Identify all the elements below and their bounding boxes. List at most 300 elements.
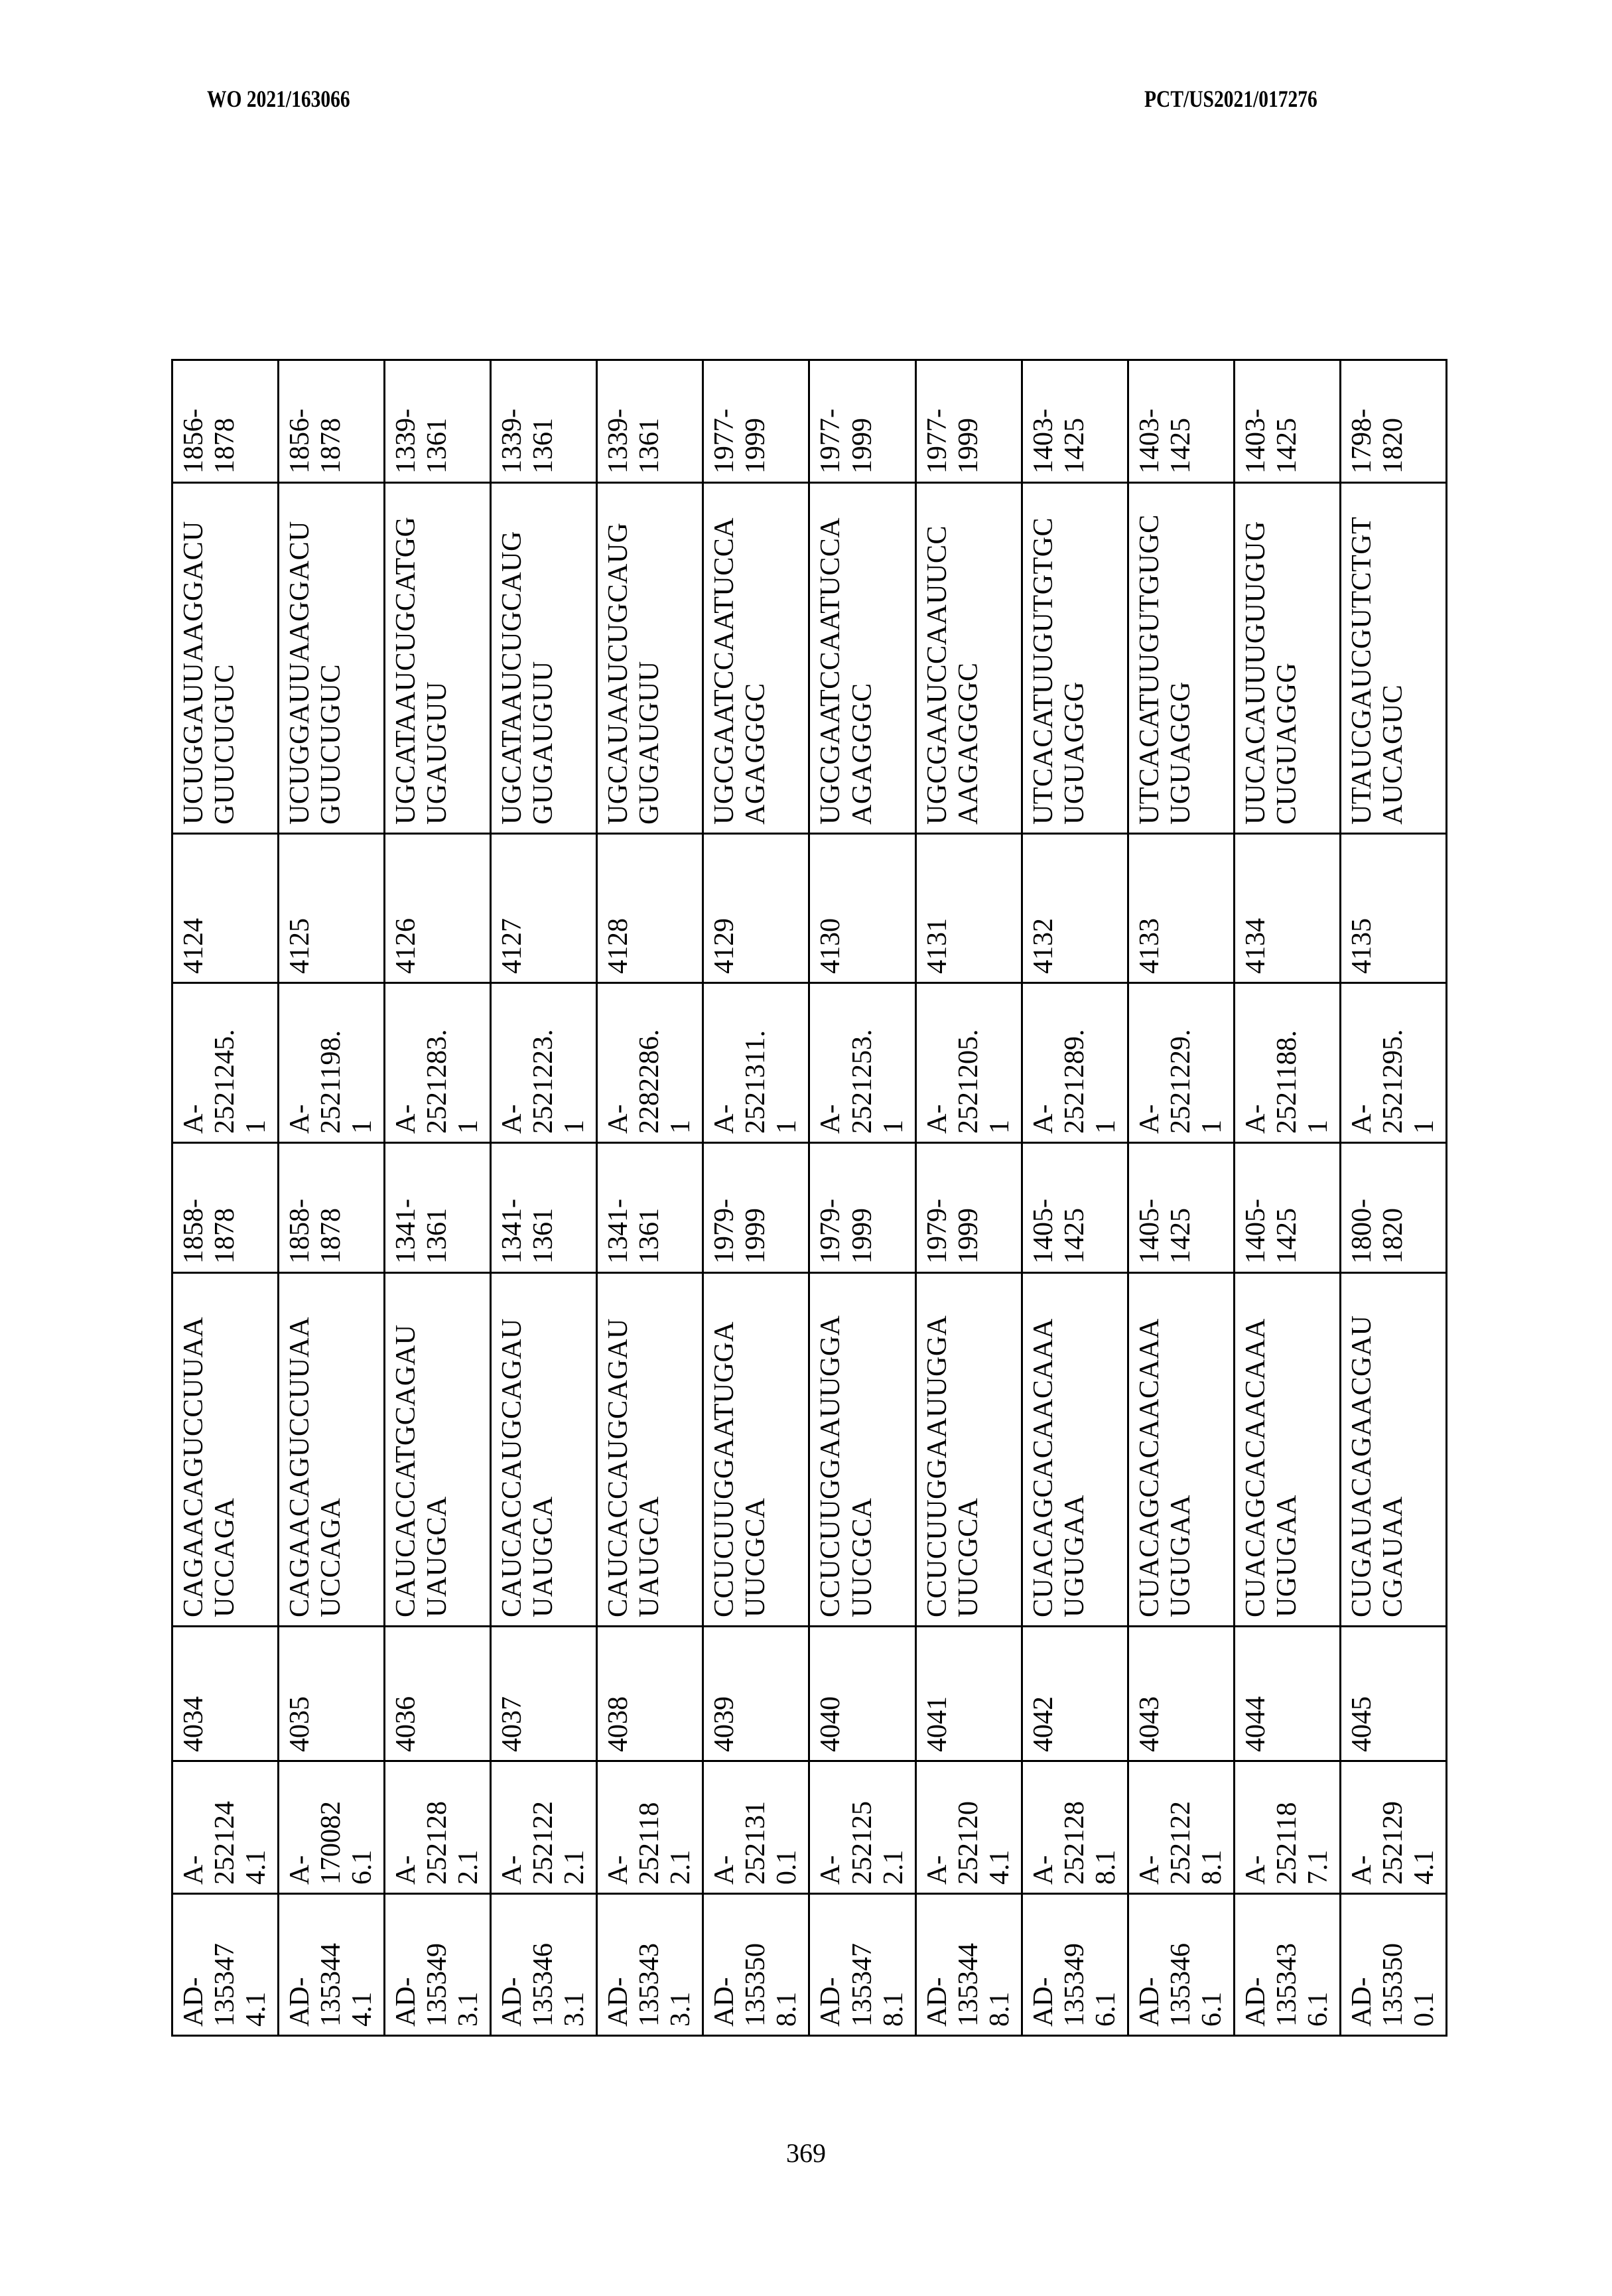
sense-seq-id-cell [1128,1627,1234,1761]
sense-sequence-cell [915,1273,1022,1627]
sense-oligo-id-line: A- [1346,1855,1377,1885]
duplex-id-line: 4.1 [241,1992,272,2027]
antisense-sequence-line: UGCAUAAUCUGCAUG [603,522,634,825]
antisense-sequence-cell [385,483,491,834]
sense-oligo-id-cell [915,1761,1022,1894]
sense-range-cell [172,1143,279,1273]
sense-seq-id-value: 4041 [921,1696,953,1752]
sense-oligo-id-line: 2.1 [878,1850,909,1885]
sense-oligo-id-line: A- [709,1855,740,1885]
duplex-id-cell [915,1894,1022,2036]
duplex-id-line: 6.1 [1302,1992,1333,2027]
antisense-range-line: 1878 [210,418,241,474]
sense-seq-id-cell [809,1627,915,1761]
antisense-oligo-id-line: 1 [453,1120,484,1134]
sense-seq-id-value: 4037 [497,1696,528,1752]
antisense-sequence-cell [1022,483,1128,834]
sense-sequence-line: UAUGCA [634,1496,665,1617]
antisense-oligo-id-line: 1 [1302,1120,1333,1134]
antisense-sequence-line: UCUGGAUUAAGGACU [285,521,316,825]
sense-oligo-id-cell [1234,1761,1340,1894]
sense-sequence-cell [1022,1273,1128,1627]
antisense-oligo-id-cell [491,983,597,1143]
duplex-id-line: 135343 [634,1943,665,2027]
sense-oligo-id-line: A- [497,1855,528,1885]
antisense-oligo-id-line: A- [1240,1104,1271,1134]
sense-oligo-id-line: 252122 [1165,1801,1196,1885]
antisense-range-line: 1361 [528,418,559,474]
antisense-range-line: 1977- [709,409,740,474]
duplex-id-line: 8.1 [984,1992,1015,2027]
antisense-sequence-line: UGCATAAUCUGCATGG [391,516,422,825]
duplex-id-line: AD- [285,1977,316,2027]
sense-range-line: 1878 [210,1208,241,1264]
antisense-seq-id-value: 4131 [921,918,953,974]
duplex-id-line: 135346 [1165,1943,1196,2027]
sense-oligo-id-cell [597,1761,703,1894]
sense-range-line: 1858- [178,1199,209,1264]
sense-oligo-id-cell [1022,1761,1128,1894]
table-row [1128,360,1234,2036]
antisense-seq-id-cell [703,834,809,983]
table-row [703,360,809,2036]
sense-sequence-line: CUACAGCACAACAAA [1028,1318,1059,1617]
antisense-range-cell [597,360,703,483]
duplex-id-cell [703,1894,809,2036]
antisense-oligo-id-cell [385,983,491,1143]
sense-seq-id-cell [1234,1627,1340,1761]
antisense-oligo-id-line: 2521295. [1377,1029,1408,1134]
sense-range-cell [597,1143,703,1273]
antisense-seq-id-cell [915,834,1022,983]
sense-seq-id-cell [491,1627,597,1761]
duplex-id-line: 135343 [1271,1943,1302,2027]
antisense-oligo-id-line: 1 [347,1120,378,1134]
duplex-id-line: 135344 [316,1943,347,2027]
antisense-oligo-id-line: 2521205. [953,1029,984,1134]
sense-oligo-id-cell [1340,1761,1446,1894]
sense-range-cell [1340,1143,1446,1273]
sense-oligo-id-line: A- [921,1855,953,1885]
antisense-range-line: 1361 [422,418,453,474]
antisense-oligo-id-line: A- [285,1104,316,1134]
duplex-id-line: 3.1 [559,1992,590,2027]
table-row [491,360,597,2036]
sense-range-cell [1022,1143,1128,1273]
antisense-oligo-id-line: A- [603,1104,634,1134]
antisense-seq-id-cell [809,834,915,983]
sense-sequence-cell [172,1273,279,1627]
antisense-seq-id-cell [172,834,279,983]
sense-sequence-cell [385,1273,491,1627]
antisense-sequence-line: UGCGAATCCAATUCCA [815,517,846,825]
antisense-oligo-id-cell [1128,983,1234,1143]
duplex-id-line: 135349 [1059,1943,1090,2027]
sense-sequence-cell [491,1273,597,1627]
sense-oligo-id-line: 252120 [953,1801,984,1885]
sense-range-line: 1820 [1377,1208,1408,1264]
sense-oligo-id-line: 252124 [210,1801,241,1885]
table-row [597,360,703,2036]
duplex-id-cell [172,1894,279,2036]
sense-sequence-line: CUACAGCACAACAAA [1134,1318,1165,1617]
sense-oligo-id-line: A- [1134,1855,1165,1885]
antisense-range-cell [491,360,597,483]
antisense-oligo-id-line: 1 [665,1120,697,1134]
antisense-oligo-id-line: A- [497,1104,528,1134]
antisense-oligo-id-cell [1022,983,1128,1143]
sense-oligo-id-line: 8.1 [1090,1850,1121,1885]
antisense-sequence-line: UGCGAAUCCAAUUCC [921,525,953,825]
antisense-sequence-line: GUGAUGUU [634,661,665,825]
antisense-range-line: 1339- [391,409,422,474]
antisense-seq-id-value: 4128 [603,918,634,974]
sense-range-line: 1361 [634,1208,665,1264]
sense-range-cell [279,1143,385,1273]
antisense-seq-id-value: 4124 [178,918,209,974]
duplex-id-line: 135350 [1377,1943,1408,2027]
duplex-id-line: 135347 [846,1943,878,2027]
sense-oligo-id-line: A- [391,1855,422,1885]
antisense-seq-id-value: 4132 [1028,918,1059,974]
sense-sequence-line: UCCAGA [210,1497,241,1617]
sense-oligo-id-line: A- [1240,1855,1271,1885]
sense-seq-id-cell [597,1627,703,1761]
duplex-id-line: AD- [1240,1977,1271,2027]
sense-sequence-line: UAUGCA [422,1496,453,1617]
sense-oligo-id-line: 2.1 [559,1850,590,1885]
sense-oligo-id-line: 2.1 [453,1850,484,1885]
sense-sequence-line: UUCGCA [846,1497,878,1617]
table-body [172,360,1447,2036]
table-row [172,360,279,2036]
duplex-id-cell [385,1894,491,2036]
sense-sequence-line: UUCGCA [740,1497,772,1617]
antisense-sequence-line: GUUCUGUC [210,663,241,825]
antisense-oligo-id-cell [915,983,1022,1143]
antisense-oligo-id-line: 2521229. [1165,1029,1196,1134]
duplex-id-line: AD- [1346,1977,1377,2027]
sense-sequence-line: CAGAACAGUCCUUAA [285,1316,316,1617]
antisense-oligo-id-line: 1 [241,1120,272,1134]
duplex-id-line: AD- [497,1977,528,2027]
sense-seq-id-value: 4036 [391,1696,422,1752]
page-number: 369 [786,2138,826,2168]
antisense-seq-id-value: 4125 [285,918,316,974]
sense-oligo-id-line: A- [178,1855,209,1885]
sense-sequence-line: CCUCUUGGAAUUGGA [921,1315,953,1617]
duplex-id-line: 135346 [528,1943,559,2027]
sense-range-line: 1425 [1059,1208,1090,1264]
antisense-range-cell [809,360,915,483]
antisense-range-line: 1856- [178,409,209,474]
antisense-sequence-line: GUUCUGUC [316,663,347,825]
duplex-id-cell [1340,1894,1446,2036]
antisense-sequence-line: UUCACAUUUGUUGUG [1240,521,1271,825]
publication-number: WO 2021/163066 [207,86,350,112]
duplex-id-line: AD- [815,1977,846,2027]
duplex-id-cell [1022,1894,1128,2036]
antisense-range-cell [1340,360,1446,483]
sense-sequence-line: CUGAUACAGAACGAU [1346,1315,1377,1617]
antisense-oligo-id-line: 1 [772,1120,803,1134]
antisense-seq-id-cell [1340,834,1446,983]
sense-sequence-line: CAGAACAGUCCUUAA [178,1316,209,1617]
sense-sequence-cell [703,1273,809,1627]
sense-oligo-id-line: 252118 [1271,1802,1302,1885]
antisense-range-line: 1878 [316,418,347,474]
antisense-range-cell [279,360,385,483]
sense-range-line: 1878 [316,1208,347,1264]
sense-range-line: 1999 [846,1208,878,1264]
sense-sequence-line: UGUGAA [1059,1495,1090,1617]
antisense-seq-id-value: 4133 [1134,918,1165,974]
antisense-sequence-cell [597,483,703,834]
antisense-range-cell [915,360,1022,483]
antisense-sequence-line: AGAGGGC [846,683,878,825]
antisense-oligo-id-line: 2521289. [1059,1029,1090,1134]
sense-range-cell [1128,1143,1234,1273]
antisense-oligo-id-cell [172,983,279,1143]
duplex-id-line: 135344 [953,1943,984,2027]
sense-sequence-line: UCCAGA [316,1497,347,1617]
sense-range-cell [915,1143,1022,1273]
antisense-seq-id-value: 4134 [1240,918,1271,974]
antisense-oligo-id-line: A- [1028,1104,1059,1134]
antisense-sequence-line: UGCGAATCCAATUCCA [709,517,740,825]
antisense-range-line: 1977- [921,409,953,474]
duplex-id-line: 135349 [422,1943,453,2027]
duplex-id-cell [491,1894,597,2036]
sense-oligo-id-line: 0.1 [772,1850,803,1885]
table-row [385,360,491,2036]
antisense-sequence-line: UTCACATUUGUTGUGC [1134,514,1165,825]
antisense-range-line: 1403- [1240,409,1271,474]
duplex-id-line: 6.1 [1090,1992,1121,2027]
antisense-seq-id-value: 4126 [391,918,422,974]
sense-oligo-id-line: 8.1 [1196,1850,1227,1885]
duplex-id-cell [809,1894,915,2036]
duplex-id-line: AD- [391,1977,422,2027]
antisense-oligo-id-cell [809,983,915,1143]
sense-seq-id-value: 4045 [1346,1696,1377,1752]
duplex-id-line: 3.1 [453,1992,484,2027]
antisense-oligo-id-line: A- [391,1104,422,1134]
sense-sequence-cell [1128,1273,1234,1627]
sense-range-line: 1341- [497,1199,528,1264]
sense-sequence-line: CAUCACCAUGCAGAU [497,1318,528,1617]
antisense-range-line: 1820 [1377,418,1408,474]
sense-oligo-id-line: 4.1 [241,1850,272,1885]
duplex-id-line: 0.1 [1408,1992,1440,2027]
sense-oligo-id-line: 252125 [846,1801,878,1885]
sense-sequence-line: CUACAGCACAACAAA [1240,1318,1271,1617]
duplex-id-line: AD- [1028,1977,1059,2027]
duplex-id-line: 8.1 [878,1992,909,2027]
antisense-sequence-cell [915,483,1022,834]
antisense-sequence-cell [1128,483,1234,834]
sense-range-line: 1341- [603,1199,634,1264]
antisense-oligo-id-line: 2521253. [846,1029,878,1134]
antisense-range-line: 1339- [603,409,634,474]
antisense-range-line: 1403- [1134,409,1165,474]
sense-range-line: 1425 [1165,1208,1196,1264]
sense-sequence-line: UAUGCA [528,1496,559,1617]
sense-sequence-line: CAUCACCAUGCAGAU [603,1318,634,1617]
sense-oligo-id-line: A- [815,1855,846,1885]
sense-range-line: 1979- [921,1199,953,1264]
sense-oligo-id-line: 4.1 [1408,1850,1440,1885]
antisense-sequence-line: UTAUCGAUCGUTCTGT [1346,516,1377,825]
antisense-oligo-id-line: 2521188. [1271,1030,1302,1134]
antisense-seq-id-cell [491,834,597,983]
sense-oligo-id-cell [491,1761,597,1894]
antisense-sequence-line: AGAGGGC [740,683,772,825]
sequence-table-region [171,361,1447,2037]
sense-range-line: 1979- [709,1199,740,1264]
antisense-sequence-cell [809,483,915,834]
antisense-range-line: 1425 [1271,418,1302,474]
sense-seq-id-value: 4034 [178,1696,209,1752]
sense-range-line: 1800- [1346,1199,1377,1264]
antisense-sequence-line: CUGUAGGG [1271,662,1302,825]
duplex-id-line: 8.1 [772,1992,803,2027]
antisense-oligo-id-line: 1 [878,1120,909,1134]
sense-sequence-cell [1340,1273,1446,1627]
sense-range-line: 1405- [1240,1199,1271,1264]
duplex-id-cell [597,1894,703,2036]
antisense-sequence-cell [491,483,597,834]
sense-range-line: 1405- [1134,1199,1165,1264]
antisense-range-line: 1977- [815,409,846,474]
duplex-id-line: 6.1 [1196,1992,1227,2027]
antisense-sequence-line: UGUAGGG [1165,681,1196,825]
sense-oligo-id-line: 252128 [1059,1801,1090,1885]
sense-oligo-id-line: 252118 [634,1802,665,1885]
duplex-id-cell [1234,1894,1340,2036]
antisense-oligo-id-line: 1 [1090,1120,1121,1134]
duplex-id-line: AD- [1134,1977,1165,2027]
antisense-oligo-id-line: 1 [1196,1120,1227,1134]
table-row [1340,360,1446,2036]
sense-seq-id-value: 4040 [815,1696,846,1752]
table-row [279,360,385,2036]
antisense-oligo-id-line: 2521311. [740,1030,772,1134]
sense-oligo-id-cell [385,1761,491,1894]
antisense-oligo-id-line: A- [815,1104,846,1134]
antisense-sequence-cell [279,483,385,834]
sense-range-line: 1425 [1271,1208,1302,1264]
antisense-sequence-cell [1234,483,1340,834]
sense-seq-id-cell [172,1627,279,1761]
antisense-sequence-line: UCUGGAUUAAGGACU [178,521,209,825]
sense-range-line: 1405- [1028,1199,1059,1264]
sense-sequence-line: CCUCUUGGAAUUGGA [815,1315,846,1617]
antisense-oligo-id-line: 2282286. [634,1029,665,1134]
sense-sequence-line: CCUCUUGGAATUGGA [709,1321,740,1617]
antisense-oligo-id-line: 1 [984,1120,1015,1134]
antisense-seq-id-cell [279,834,385,983]
antisense-seq-id-value: 4127 [497,918,528,974]
sense-oligo-id-cell [1128,1761,1234,1894]
sense-sequence-cell [809,1273,915,1627]
sense-oligo-id-line: 252131 [740,1801,772,1885]
antisense-sequence-line: AAGAGGGC [953,662,984,825]
antisense-oligo-id-line: A- [1346,1104,1377,1134]
antisense-range-line: 1999 [953,418,984,474]
sense-range-cell [703,1143,809,1273]
sense-sequence-line: CAUCACCATGCAGAU [391,1324,422,1617]
duplex-id-line: 4.1 [347,1992,378,2027]
sense-range-line: 1858- [285,1199,316,1264]
sense-oligo-id-line: A- [285,1855,316,1885]
sense-seq-id-cell [385,1627,491,1761]
table-row [915,360,1022,2036]
sense-oligo-id-line: 4.1 [984,1850,1015,1885]
antisense-seq-id-value: 4135 [1346,918,1377,974]
antisense-range-line: 1403- [1028,409,1059,474]
sense-oligo-id-line: 170082 [316,1801,347,1885]
antisense-oligo-id-cell [279,983,385,1143]
antisense-range-cell [172,360,279,483]
antisense-oligo-id-line: 1 [1408,1120,1440,1134]
sense-seq-id-cell [703,1627,809,1761]
sense-oligo-id-cell [703,1761,809,1894]
antisense-oligo-id-line: A- [178,1104,209,1134]
antisense-seq-id-value: 4130 [815,918,846,974]
antisense-seq-id-cell [385,834,491,983]
antisense-oligo-id-line: 2521283. [422,1029,453,1134]
antisense-range-cell [1128,360,1234,483]
antisense-oligo-id-cell [1340,983,1446,1143]
antisense-sequence-line: UTCACATUUGUTGTGC [1028,517,1059,825]
duplex-id-cell [1128,1894,1234,2036]
antisense-seq-id-cell [1022,834,1128,983]
sense-oligo-id-line: 252128 [422,1801,453,1885]
sequence-table [171,359,1447,2037]
sense-range-line: 1999 [953,1208,984,1264]
sense-oligo-id-line: A- [603,1855,634,1885]
antisense-range-cell [1022,360,1128,483]
antisense-range-line: 1999 [740,418,772,474]
sense-seq-id-cell [1340,1627,1446,1761]
antisense-range-line: 1798- [1346,409,1377,474]
sense-sequence-cell [1234,1273,1340,1627]
sense-seq-id-value: 4035 [285,1696,316,1752]
antisense-oligo-id-line: A- [1134,1104,1165,1134]
sense-oligo-id-line: 252122 [528,1801,559,1885]
duplex-id-line: AD- [603,1977,634,2027]
sense-oligo-id-line: 7.1 [1302,1850,1333,1885]
duplex-id-line: AD- [921,1977,953,2027]
antisense-sequence-cell [703,483,809,834]
antisense-range-line: 1425 [1059,418,1090,474]
sense-sequence-line: UGUGAA [1165,1495,1196,1617]
sense-seq-id-cell [1022,1627,1128,1761]
antisense-oligo-id-cell [703,983,809,1143]
antisense-sequence-line: AUCAGUC [1377,684,1408,825]
sense-range-line: 1979- [815,1199,846,1264]
antisense-seq-id-cell [597,834,703,983]
antisense-sequence-line: GUGAUGUU [528,661,559,825]
sense-range-line: 1361 [422,1208,453,1264]
sense-range-line: 1999 [740,1208,772,1264]
sense-range-cell [385,1143,491,1273]
sense-sequence-line: UUCGCA [953,1497,984,1617]
antisense-oligo-id-line: 1 [559,1120,590,1134]
antisense-range-cell [385,360,491,483]
antisense-sequence-cell [1340,483,1446,834]
